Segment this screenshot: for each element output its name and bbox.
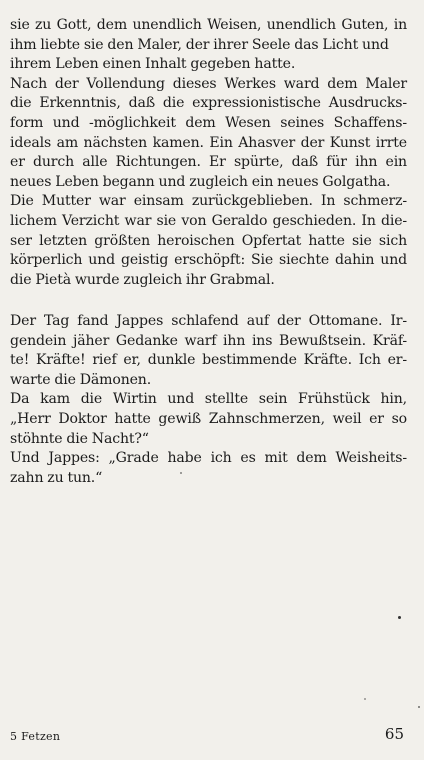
- text-line: Die Mutter war einsam zurückgeblieben. In schmerz-: [10, 193, 407, 210]
- signature-mark: 5 Fetzen: [10, 730, 61, 743]
- text-line: Der Tag fand Jappes schlafend auf der Ottomane. Ir-: [10, 313, 407, 329]
- paragraph-block-2: [10, 312, 407, 488]
- text-line: gendein jäher Gedanke warf ihn ins Bewußtsein. Kräf-: [10, 332, 407, 349]
- text-line: ihrem Leben einen Inhalt gegeben hatte.: [10, 56, 296, 73]
- text-line: warte die Dämonen.: [10, 371, 152, 388]
- text-line: „Herr Doktor hatte gewiß Zahnschmerzen, weil er so: [10, 410, 407, 427]
- text-line: te! Kräfte! rief er, dunkle bestimmende Kräfte. Ich er-: [10, 352, 407, 369]
- text-line: sie zu Gott, dem unendlich Weisen, unendlich Guten, in: [10, 17, 407, 33]
- text-line: Und Jappes: „Grade habe ich es mit dem Weisheits-: [10, 450, 407, 467]
- text-line: zahn zu tun.“: [10, 469, 103, 486]
- scan-speck: [364, 698, 366, 700]
- scan-speck: [418, 706, 420, 708]
- scan-speck: [398, 616, 401, 619]
- paragraph-block-1: [10, 16, 407, 290]
- text-line: ideals am nächsten kamen. Ein Ahasver der Kunst irrte: [10, 134, 407, 151]
- text-line: Nach der Vollendung dieses Werkes ward dem Maler: [10, 75, 407, 92]
- text-line: neues Leben begann und zugleich ein neues Golgatha.: [10, 173, 391, 190]
- page-number: 65: [384, 725, 404, 743]
- text-line: stöhnte die Nacht?“: [10, 430, 149, 447]
- text-line: die Erkenntnis, daß die expressionistische Ausdrucks-: [10, 95, 407, 112]
- text-line: ser letzten größten heroischen Opfertat hatte sie sich: [10, 232, 407, 249]
- text-line: lichem Verzicht war sie von Geraldo geschieden. In die-: [10, 212, 407, 229]
- text-line: form und -möglichkeit dem Wesen seines Schaffens-: [10, 114, 407, 131]
- text-line: körperlich und geistig erschöpft: Sie siechte dahin und: [10, 252, 407, 269]
- text-line: die Pietà wurde zugleich ihr Grabmal.: [10, 271, 275, 288]
- text-line: Da kam die Wirtin und stellte sein Frühstück hin,: [10, 391, 407, 408]
- scan-speck: [180, 472, 182, 474]
- text-line: ihm liebte sie den Maler, der ihrer Seele das Licht und: [10, 36, 389, 53]
- text-line: er durch alle Richtungen. Er spürte, daß für ihn ein: [10, 154, 407, 171]
